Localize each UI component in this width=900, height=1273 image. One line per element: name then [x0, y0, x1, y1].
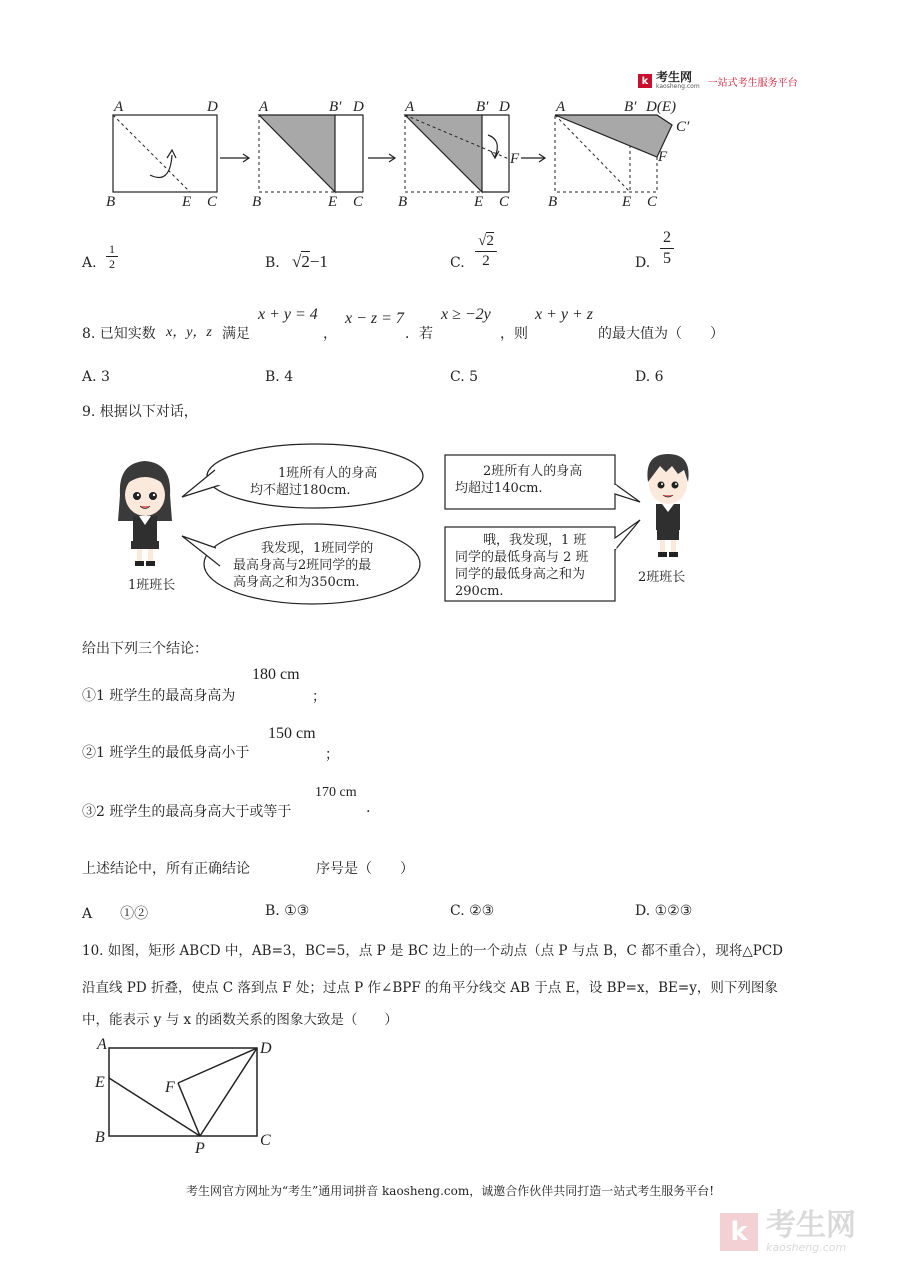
q7-c-denominator: 2	[475, 251, 497, 271]
bubble-4-line-1: 哦，我发现，1 班	[483, 533, 587, 548]
watermark-logo-icon: k	[720, 1213, 758, 1251]
q7-option-a-fraction	[106, 242, 118, 271]
q7-label-e2: E	[328, 194, 338, 210]
q7-label-b3: B	[398, 194, 408, 210]
q8-option-b[interactable]: B. 4	[265, 369, 294, 385]
q8-if-text: ．若	[405, 326, 433, 342]
bubble-4-line-2: 同学的最低身高与 2 班	[455, 550, 589, 565]
bubble-2-line-2: 最高身高与2班同学的最	[233, 558, 372, 573]
girl-label: 1班班长	[128, 578, 176, 593]
brand-slogan: 一站式考生服务平台	[707, 77, 798, 89]
q7-label-c3: C	[499, 194, 510, 210]
q7-option-d-prefix: D.	[635, 255, 651, 271]
bubble-1-line-1: 1班所有人的身高	[278, 466, 378, 481]
q10-line-pe	[109, 1078, 200, 1136]
q7-rect-1	[113, 115, 217, 192]
q7-label-bp4: B′	[624, 99, 637, 115]
bubble-1-text	[250, 465, 377, 499]
q8-max-text: 的最大值为（ ）	[598, 326, 724, 342]
q7-option-d-fraction	[660, 228, 674, 269]
q9-conclusion-1-value: 180 cm	[252, 666, 300, 683]
q7-option-a[interactable]	[82, 255, 97, 271]
q9-conclusion-3-end: .	[366, 800, 371, 816]
q10-line-1: 10. 如图，矩形 ABCD 中，AB=3，BC=5，点 P 是 BC 边上的一个动点（点 P 与点 B，C 都不重合），现将△PCD	[82, 943, 784, 959]
q10-label-d: D	[260, 1040, 272, 1057]
q7-label-b4: B	[548, 194, 558, 210]
footer-text: 考生网官方网址为“考生”通用词拼音 kaosheng.com，诚邀合作伙伴共同打造一站式考生服务平台!	[185, 1184, 715, 1198]
q8-then-text: ，则	[500, 326, 528, 342]
brand-logo-icon: k	[638, 74, 652, 88]
q9-question-b: 序号是（ ）	[316, 861, 414, 877]
q9-option-a[interactable]: A ①②	[82, 906, 149, 922]
q7-folded-shape-4	[555, 115, 672, 157]
q7-b-rest: −1	[309, 252, 328, 271]
q7-label-a1: A	[114, 99, 124, 115]
boy-class-monitor-icon	[638, 448, 698, 563]
boy-label: 2班班长	[638, 570, 686, 585]
q7-option-b[interactable]	[265, 255, 280, 271]
q9-conclusion-1-end: ；	[312, 689, 326, 705]
q10-label-b: B	[95, 1129, 105, 1146]
q10-line-2: 沿直线 PD 折叠，使点 C 落到点 F 处；过点 P 作∠BPF 的角平分线交 AB 于点 E，设 BP=x，BE=y，则下列图象	[82, 980, 778, 996]
q8-vars: x，y，z	[166, 325, 212, 340]
q9-conclusion-2-end: ；	[325, 747, 339, 763]
bubble-4-line-3: 同学的最低身高之和为	[455, 567, 586, 582]
watermark-domain: kaosheng.com	[766, 1241, 847, 1254]
q7-label-b2: B	[252, 194, 262, 210]
q7-folded-triangle-2	[259, 115, 335, 192]
q8-option-a[interactable]: A. 3	[82, 369, 110, 385]
sqrt-icon: √	[478, 233, 487, 249]
q7-label-f4: F	[658, 149, 668, 165]
q7-option-d[interactable]	[635, 255, 650, 271]
q7-label-e3: E	[474, 194, 484, 210]
q7-label-f3: F	[510, 151, 520, 167]
q7-option-c-fraction	[475, 232, 497, 271]
header-logo	[638, 72, 798, 90]
q10-label-a: A	[97, 1036, 107, 1053]
q9-conclusion-2-value: 150 cm	[268, 725, 316, 742]
q8-option-c[interactable]: C. 5	[450, 369, 479, 385]
q7-option-a-prefix: A.	[82, 255, 97, 271]
q7-a-numerator: 1	[109, 242, 115, 256]
q7-label-c4: C	[647, 194, 658, 210]
q9-option-c[interactable]: C. ②③	[450, 903, 495, 919]
q7-a-denominator: 2	[106, 256, 118, 271]
q7-label-d3: D	[499, 99, 510, 115]
q9-conclusion-3-value: 170 cm	[315, 785, 357, 800]
brand-name: 考生网	[656, 70, 693, 84]
q8-option-d[interactable]: D. 6	[635, 369, 664, 385]
q7-label-c2: C	[353, 194, 364, 210]
q8-stem-start: 8. 已知实数	[82, 326, 156, 342]
q7-fold-figure	[100, 95, 710, 215]
q7-fold-line-1	[113, 115, 190, 192]
q7-d-denominator: 5	[660, 248, 674, 269]
bubble-2-text	[233, 540, 373, 591]
q10-label-f: F	[165, 1079, 175, 1096]
q7-label-a4: A	[556, 99, 566, 115]
q9-conclusion-1-text: ①1 班学生的最高身高为	[82, 688, 236, 704]
q7-label-a3: A	[405, 99, 415, 115]
q7-label-de4: D(E)	[646, 99, 676, 115]
bubble-2-line-3: 高身高之和为350cm.	[233, 575, 360, 590]
q9-conclusions-intro: 给出下列三个结论：	[82, 641, 208, 657]
q7-label-e4: E	[622, 194, 632, 210]
q10-line-pf	[178, 1083, 200, 1136]
girl-class-monitor-icon	[110, 455, 180, 570]
q7-d-numerator: 2	[663, 229, 671, 246]
q9-conclusion-2-text: ②1 班学生的最低身高小于	[82, 745, 250, 761]
bubble-3-line-2: 均超过140cm.	[455, 481, 543, 496]
q8-eq2: x − z = 7	[345, 310, 404, 327]
q7-c-radicand: 2	[486, 233, 494, 249]
q9-option-b[interactable]: B. ①③	[265, 903, 310, 919]
q7-option-b-prefix: B.	[265, 255, 280, 271]
q7-label-d2: D	[353, 99, 364, 115]
q7-folded-triangle-3	[405, 115, 482, 192]
watermark	[720, 1210, 856, 1254]
bubble-4-line-4: 290cm.	[455, 584, 504, 599]
q7-label-bp2: B′	[329, 99, 342, 115]
q9-option-d[interactable]: D. ①②③	[635, 903, 693, 919]
q10-label-c: C	[260, 1132, 271, 1149]
q7-label-cp4: C′	[676, 119, 690, 135]
brand-domain: kaosheng.com	[656, 83, 700, 90]
q7-fold-arrow-1	[150, 155, 172, 178]
q10-label-e: E	[95, 1074, 105, 1091]
q10-label-p: P	[195, 1140, 205, 1157]
q7-label-a2: A	[259, 99, 269, 115]
q8-satisfies: 满足	[222, 326, 250, 342]
watermark-brand: 考生网	[766, 1208, 856, 1243]
q7-option-b-expr	[292, 252, 328, 272]
bubble-3-line-1: 2班所有人的身高	[483, 464, 583, 479]
q7-label-b1: B	[106, 194, 116, 210]
bubble-2-line-1: 我发现，1班同学的	[261, 541, 374, 556]
bubble-4-text	[455, 532, 589, 600]
q9-stem: 9. 根据以下对话，	[82, 404, 198, 420]
q7-label-e1: E	[182, 194, 192, 210]
q10-rectangle-figure	[90, 1033, 290, 1158]
q8-ineq: x ≥ −2y	[441, 306, 491, 323]
bubble-1-line-2: 均不超过180cm.	[250, 483, 351, 498]
q7-label-d1: D	[207, 99, 218, 115]
sqrt-icon: √	[292, 252, 302, 271]
q7-label-c1: C	[207, 194, 218, 210]
bubble-3-text	[455, 463, 582, 497]
q8-eq1: x + y = 4	[258, 306, 318, 323]
q7-option-c[interactable]	[450, 255, 465, 271]
q9-question-a: 上述结论中，所有正确结论	[82, 861, 250, 877]
q9-conclusion-3-text: ③2 班学生的最高身高大于或等于	[82, 804, 292, 820]
q8-comma1: ，	[323, 326, 337, 342]
q8-expr: x + y + z	[535, 306, 594, 323]
q7-b-radicand: 2	[301, 252, 310, 271]
q10-line-3: 中，能表示 y 与 x 的函数关系的图象大致是（ ）	[82, 1012, 398, 1028]
q7-option-c-prefix: C.	[450, 255, 465, 271]
q7-label-bp3: B′	[476, 99, 489, 115]
